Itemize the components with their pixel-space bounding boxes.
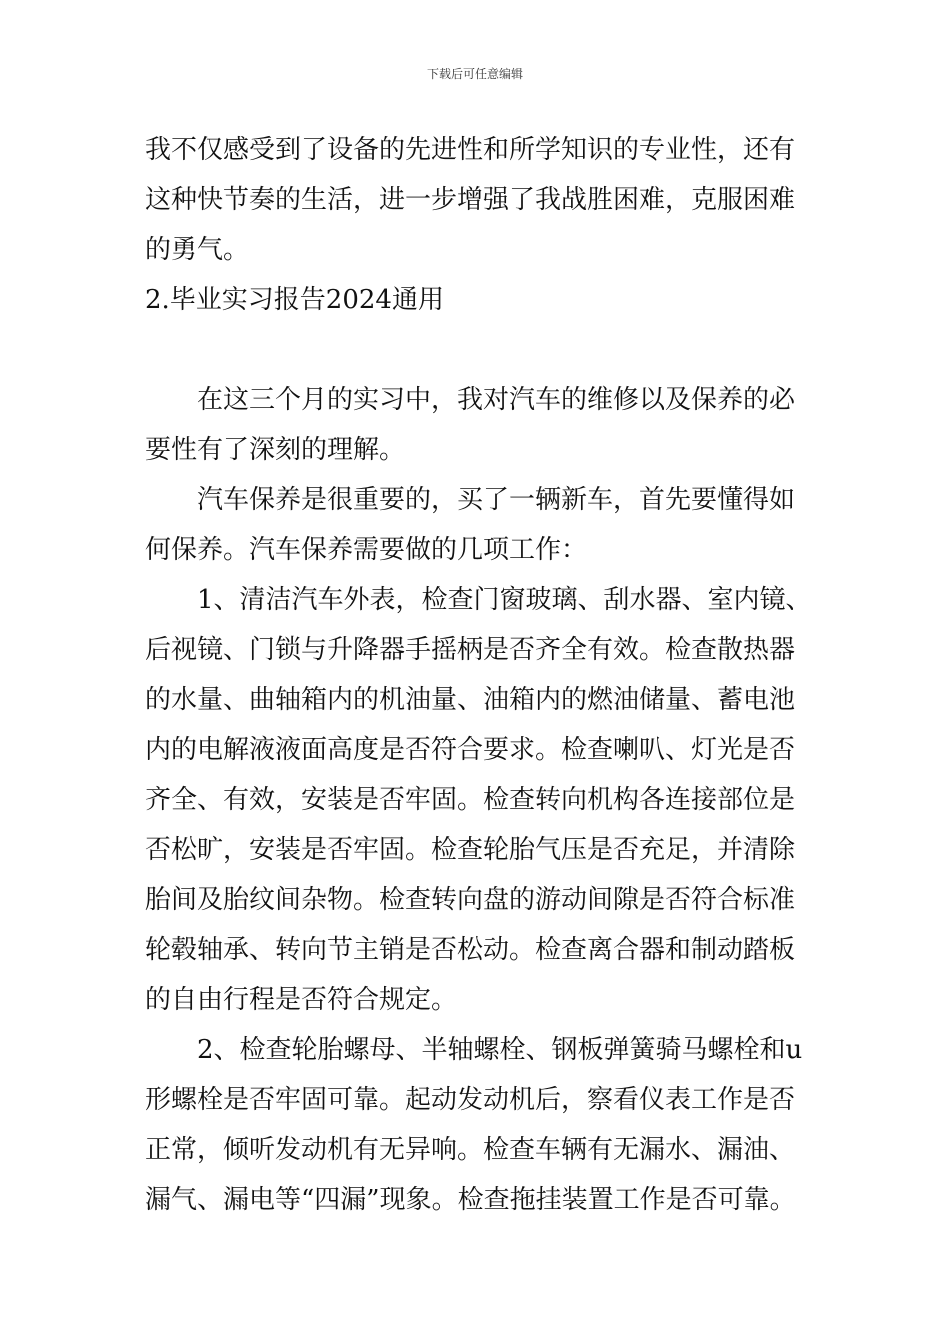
paragraph-line: 的水量、曲轴箱内的机油量、油箱内的燃油储量、蓄电池 — [145, 685, 796, 715]
paragraph-line: 2、检查轮胎螺母、半轴螺栓、钢板弹簧骑马螺栓和u — [197, 1035, 803, 1065]
paragraph-line: 轮毂轴承、转向节主销是否松动。检查离合器和制动踏板 — [145, 935, 796, 965]
paragraph-line: 的自由行程是否符合规定。 — [145, 985, 458, 1015]
paragraph-line: 形螺栓是否牢固可靠。起动发动机后，察看仪表工作是否 — [145, 1085, 796, 1115]
document-body — [145, 125, 810, 1225]
paragraph-line: 后视镜、门锁与升降器手摇柄是否齐全有效。检查散热器 — [145, 635, 796, 665]
page-header: 下载后可任意编辑 — [426, 67, 523, 81]
paragraph-line: 何保养。汽车保养需要做的几项工作： — [145, 535, 588, 565]
paragraph-line: 漏气、漏电等“四漏”现象。检查拖挂装置工作是否可靠。 — [145, 1185, 796, 1215]
paragraph-line: 在这三个月的实习中，我对汽车的维修以及保养的必 — [197, 385, 796, 415]
paragraph-line: 1、清洁汽车外表，检查门窗玻璃、刮水器、室内镜、 — [197, 585, 812, 615]
section-heading: 2.毕业实习报告2024通用 — [145, 285, 444, 315]
paragraph-line: 的勇气。 — [145, 235, 250, 265]
paragraph-line: 否松旷，安装是否牢固。检查轮胎气压是否充足，并清除 — [145, 835, 796, 865]
blank-line — [145, 325, 810, 375]
paragraph-line: 胎间及胎纹间杂物。检查转向盘的游动间隙是否符合标准 — [145, 885, 796, 915]
paragraph-line: 正常，倾听发动机有无异响。检查车辆有无漏水、漏油、 — [145, 1135, 796, 1165]
paragraph-line: 这种快节奏的生活，进一步增强了我战胜困难，克服困难 — [145, 185, 796, 215]
paragraph-line: 我不仅感受到了设备的先进性和所学知识的专业性，还有 — [145, 135, 796, 165]
paragraph-line: 汽车保养是很重要的，买了一辆新车，首先要懂得如 — [197, 485, 796, 515]
paragraph-line: 内的电解液液面高度是否符合要求。检查喇叭、灯光是否 — [145, 735, 796, 765]
paragraph-line: 要性有了深刻的理解。 — [145, 435, 406, 465]
paragraph-line: 齐全、有效，安装是否牢固。检查转向机构各连接部位是 — [145, 785, 796, 815]
